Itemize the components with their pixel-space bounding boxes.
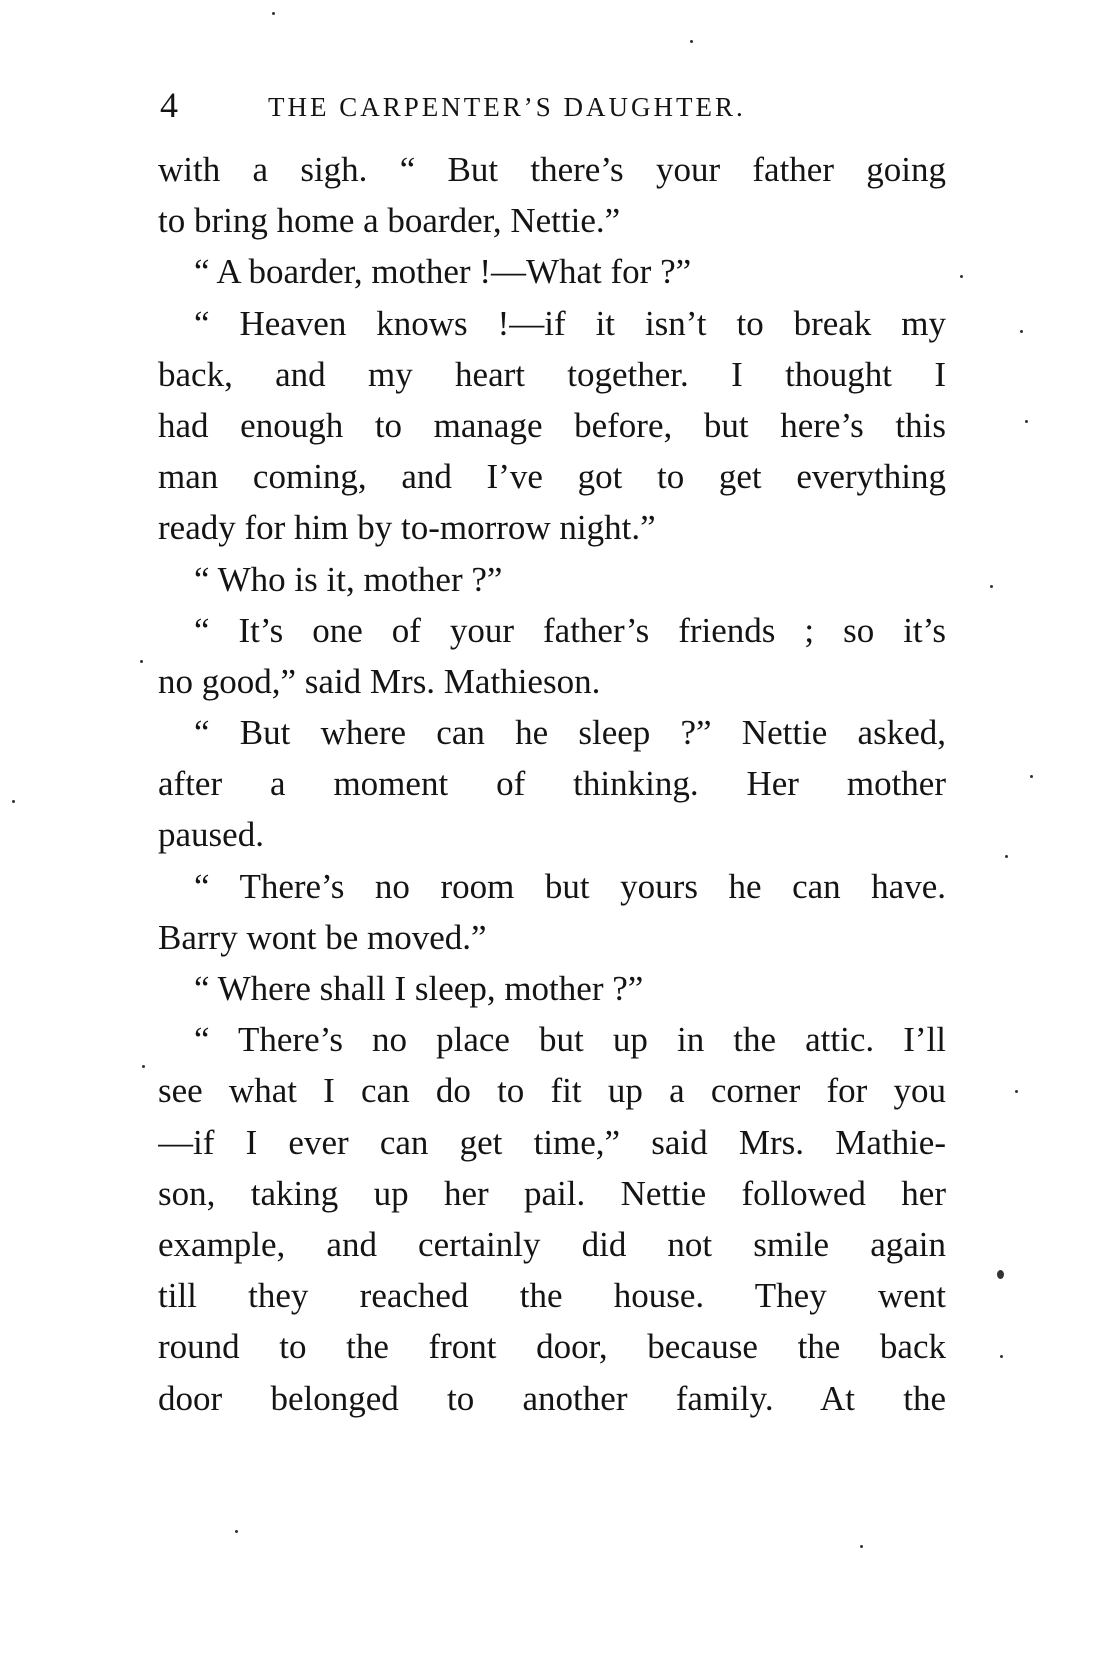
running-head	[160, 80, 950, 130]
running-title: THE CARPENTER’S DAUGHTER.	[268, 92, 746, 122]
paper-speck	[1025, 420, 1028, 423]
text-line: son, taking up her pail. Nettie followed her	[158, 1173, 946, 1213]
text-line: “ Heaven knows !—if it isn’t to break my	[194, 303, 946, 343]
text-line: till they reached the house. They went	[158, 1276, 946, 1316]
paper-speck	[1000, 1355, 1003, 1358]
paper-speck	[990, 585, 993, 588]
text-line: “ There’s no place but up in the attic. I’ll	[194, 1020, 946, 1060]
text-line: “ But where can he sleep ?” Nettie asked,	[194, 713, 946, 753]
page-number: 4	[160, 85, 178, 125]
paper-speck	[1020, 330, 1023, 333]
text-line: “ There’s no room but yours he can have.	[194, 866, 946, 906]
paper-speck	[690, 40, 693, 43]
text-line: example, and certainly did not smile again	[158, 1224, 946, 1264]
text-line: round to the front door, because the back	[158, 1327, 946, 1367]
paper-speck	[140, 660, 143, 663]
text-line: Barry wont be moved.”	[158, 917, 487, 957]
text-line: see what I can do to fit up a corner for you	[158, 1071, 946, 1111]
paper-speck	[235, 1530, 238, 1533]
text-line: —if I ever can get time,” said Mrs. Mathie-	[158, 1122, 946, 1162]
text-line: back, and my heart together. I thought I	[158, 354, 946, 394]
text-line: ready for him by to-morrow night.”	[158, 508, 656, 548]
text-line: door belonged to another family. At the	[158, 1378, 946, 1418]
text-line: no good,” said Mrs. Mathieson.	[158, 661, 601, 701]
text-line: with a sigh. “ But there’s your father going	[158, 150, 946, 189]
text-line: after a moment of thinking. Her mother	[158, 764, 946, 804]
paper-speck	[960, 275, 963, 278]
text-line: “ Where shall I sleep, mother ?”	[194, 969, 644, 1008]
text-line: had enough to manage before, but here’s this	[158, 405, 946, 445]
paper-speck	[997, 1270, 1004, 1279]
paper-speck	[142, 1065, 145, 1068]
paper-speck	[860, 1545, 863, 1548]
text-line: paused.	[158, 815, 264, 855]
text-line: “ Who is it, mother ?”	[194, 559, 503, 599]
text-line: “ It’s one of your father’s friends ; so it’s	[194, 610, 946, 650]
paper-speck	[272, 12, 275, 15]
paper-speck	[1030, 775, 1033, 778]
text-line: “ A boarder, mother !—What for ?”	[194, 252, 692, 292]
body-text	[158, 144, 946, 1424]
text-line: to bring home a boarder, Nettie.”	[158, 201, 621, 241]
paper-speck	[1015, 1090, 1018, 1093]
text-line: man coming, and I’ve got to get everything	[158, 457, 946, 497]
paper-speck	[1005, 855, 1008, 858]
paper-speck	[12, 800, 15, 803]
